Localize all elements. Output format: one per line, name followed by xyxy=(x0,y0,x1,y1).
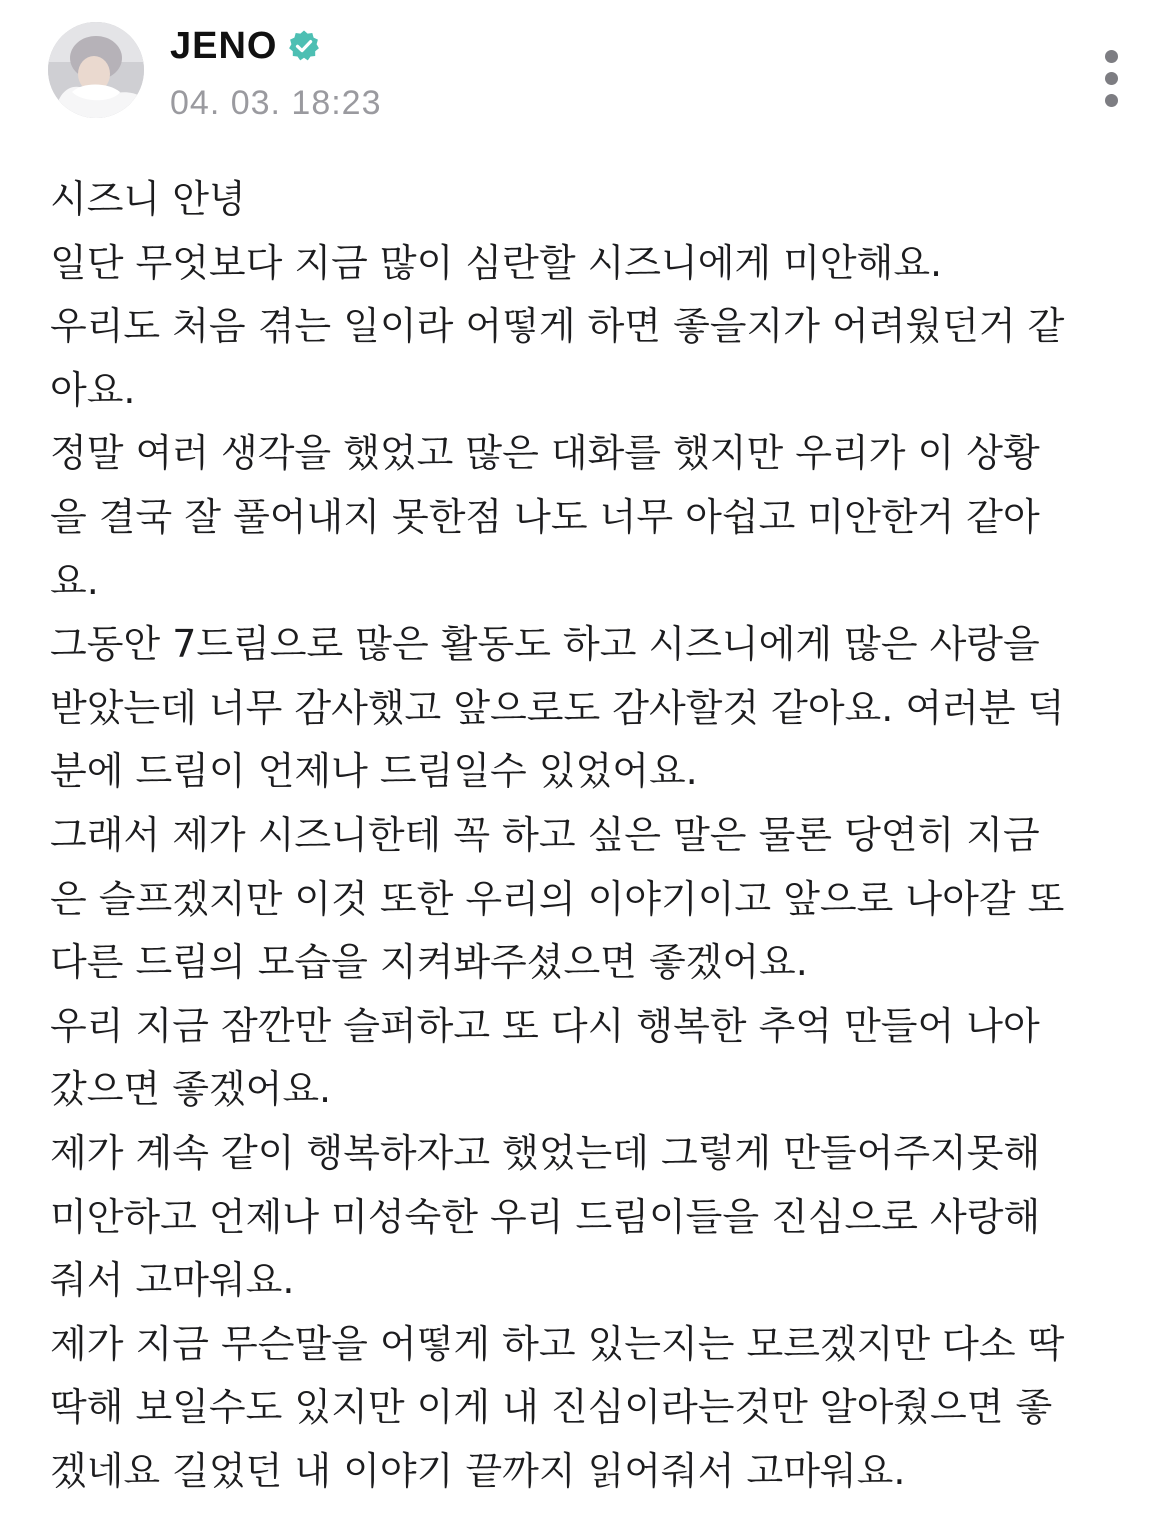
more-options-button[interactable] xyxy=(1096,50,1126,110)
post-line: 겠네요 길었던 내 이야기 끝까지 읽어줘서 고마워요. xyxy=(50,1448,906,1493)
post-line: 은 슬프겠지만 이것 또한 우리의 이야기이고 앞으로 나아갈 또 xyxy=(50,876,1065,921)
post-line: 받았는데 너무 감사했고 앞으로도 감사할것 같아요. 여러분 덕 xyxy=(50,685,1065,730)
verified-badge-icon xyxy=(287,29,321,63)
post-line: 우리 지금 잠깐만 슬퍼하고 또 다시 행복한 추억 만들어 나아 xyxy=(50,1003,1040,1048)
post-line: 분에 드림이 언제나 드림일수 있었어요. xyxy=(50,749,698,794)
more-vertical-icon-dot xyxy=(1105,50,1118,63)
post-line: 줘서 고마워요. xyxy=(50,1258,295,1303)
post-line: 갔으면 좋겠어요. xyxy=(50,1067,332,1112)
post-body xyxy=(50,168,1122,1503)
post-line: 그래서 제가 시즈니한테 꼭 하고 싶은 말은 물론 당연히 지금 xyxy=(50,812,1040,857)
post-line: 그동안 7드림으로 많은 활동도 하고 시즈니에게 많은 사랑을 xyxy=(50,622,1040,667)
avatar[interactable] xyxy=(48,22,144,118)
post-line: 제가 계속 같이 행복하자고 했었는데 그렇게 만들어주지못해 xyxy=(50,1130,1041,1175)
post-line: 아요. xyxy=(50,367,136,412)
post-line: 요. xyxy=(50,558,99,603)
post-line: 제가 지금 무슨말을 어떻게 하고 있는지는 모르겠지만 다소 딱 xyxy=(50,1321,1065,1366)
post-line: 정말 여러 생각을 했었고 많은 대화를 했지만 우리가 이 상황 xyxy=(50,431,1040,476)
post-timestamp: 04. 03. 18:23 xyxy=(170,84,382,122)
post-line: 시즈니 안녕 xyxy=(50,177,246,221)
post-line: 을 결국 잘 풀어내지 못한점 나도 너무 아쉽고 미안한거 같아 xyxy=(50,494,1040,539)
more-vertical-icon-dot xyxy=(1105,94,1118,107)
more-vertical-icon-dot xyxy=(1105,72,1118,85)
post-line: 일단 무엇보다 지금 많이 심란할 시즈니에게 미안해요. xyxy=(50,240,943,285)
post-header xyxy=(48,22,1128,122)
post-line: 다른 드림의 모습을 지켜봐주셨으면 좋겠어요. xyxy=(50,940,808,985)
post-line: 미안하고 언제나 미성숙한 우리 드림이들을 진심으로 사랑해 xyxy=(50,1194,1041,1239)
post-line: 딱해 보일수도 있지만 이게 내 진심이라는것만 알아줬으면 좋 xyxy=(50,1385,1053,1430)
author-block xyxy=(170,24,382,123)
avatar-photo xyxy=(48,22,144,118)
author-name-row xyxy=(170,24,382,68)
author-name[interactable]: JENO xyxy=(170,24,278,67)
post-line: 우리도 처음 겪는 일이라 어떻게 하면 좋을지가 어려웠던거 같 xyxy=(50,304,1065,349)
